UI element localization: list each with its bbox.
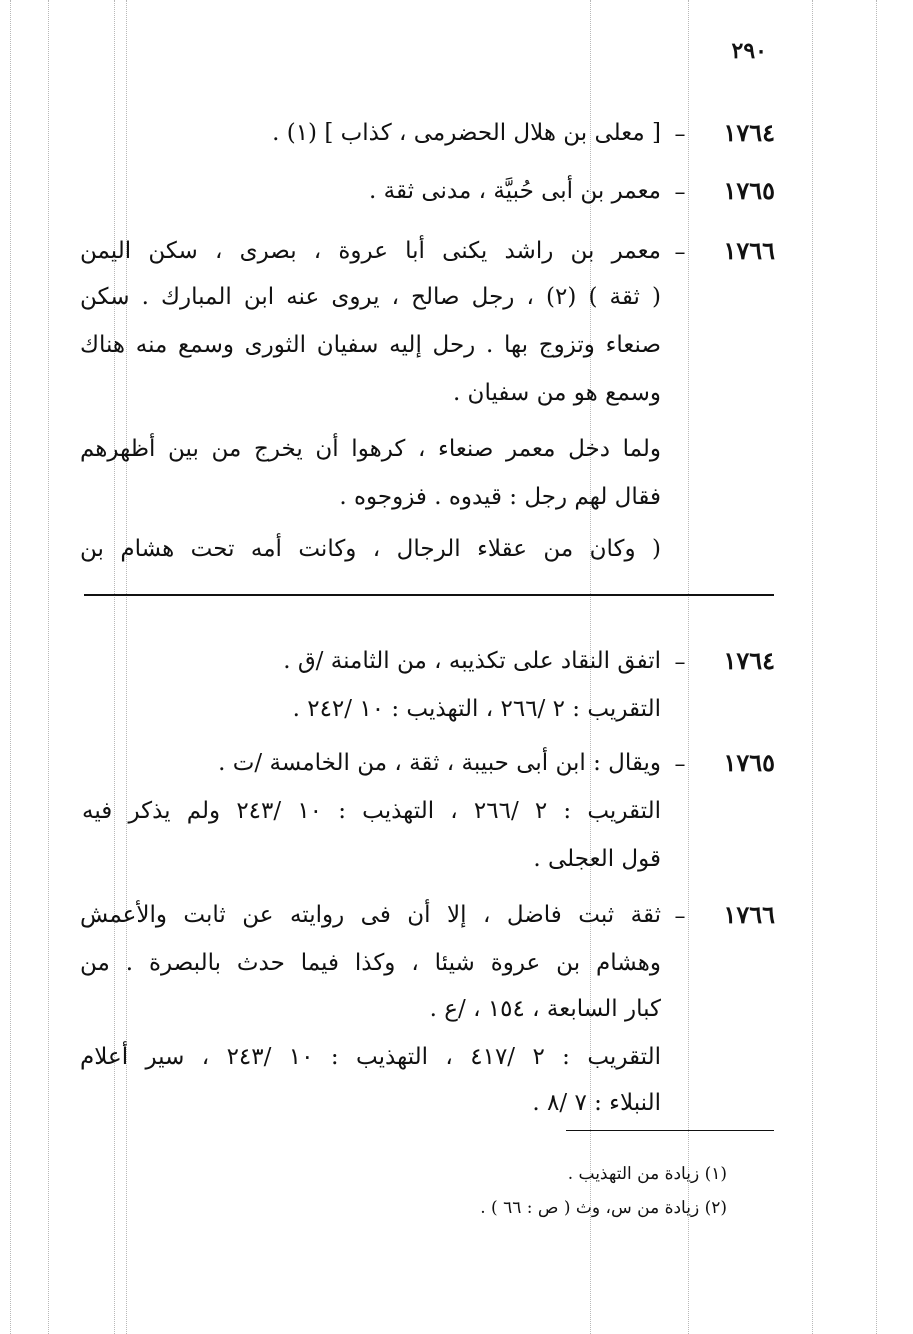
footnote: (٢) زيادة من س، وث ( ص : ٦٦ ) . [480, 1198, 727, 1218]
note-text-line: التقريب : ٢ /٢٦٦ ، التهذيب : ١٠ /٢٤٣ ولم يذكر فيه [82, 798, 661, 824]
entry-number: ١٧٦٥ [723, 748, 775, 777]
note-text-line: وهشام بن عروة شيئا ، وكذا فيما حدث بالبصرة . من [80, 950, 661, 976]
entry-dash: – [674, 240, 686, 265]
note-text-line: ويقال : ابن أبى حبيبة ، ثقة ، من الخامسة /ت . [218, 750, 661, 776]
main-entry-number [667, 236, 775, 265]
main-text-line: وسمع هو من سفيان . [452, 380, 661, 406]
main-text-line: ( ثقة ) (٢) ، رجل صالح ، يروى عنه ابن المبارك . سكن [80, 284, 661, 310]
scan-dotted-line [10, 0, 11, 1334]
main-text-line: [ معلى بن هلال الحضرمى ، كذاب ] (١) . [272, 120, 661, 146]
footnote: (١) زيادة من التهذيب . [567, 1164, 727, 1184]
footnote-divider [566, 1130, 774, 1131]
main-text-line: فقال لهم رجل : قيدوه . فزوجوه . [339, 484, 661, 510]
main-text-line: معمر بن راشد يكنى أبا عروة ، بصرى ، سكن اليمن [80, 238, 661, 264]
main-entry-number [667, 176, 775, 205]
section-divider [84, 594, 774, 596]
scan-dotted-line [126, 0, 127, 1334]
note-text-line: قول العجلى . [533, 846, 661, 872]
note-text-line: التقريب : ٢ /٤١٧ ، التهذيب : ١٠ /٢٤٣ ، سير أعلام [80, 1044, 661, 1070]
main-text-line: ( وكان من عقلاء الرجال ، وكانت أمه تحت هشام بن [80, 536, 661, 562]
entry-dash: – [674, 122, 686, 147]
note-entry-number [667, 646, 775, 675]
entry-number: ١٧٦٥ [723, 176, 775, 205]
entry-dash: – [674, 650, 686, 675]
entry-number: ١٧٦٤ [723, 118, 775, 147]
entry-dash: – [674, 752, 686, 777]
note-text-line: ثقة ثبت فاضل ، إلا أن فى روايته عن ثابت والأعمش [80, 902, 661, 928]
main-text-line: ولما دخل معمر صنعاء ، كرهوا أن يخرج من بين أظهرهم [80, 436, 661, 462]
entry-dash: – [674, 904, 686, 929]
note-entry-number [667, 900, 775, 929]
scan-dotted-line [812, 0, 813, 1334]
scan-dotted-line [876, 0, 877, 1334]
note-text-line: اتفق النقاد على تكذيبه ، من الثامنة /ق . [283, 648, 661, 674]
scan-dotted-line [114, 0, 115, 1334]
scan-dotted-line [48, 0, 49, 1334]
note-text-line: كبار السابعة ، ١٥٤ ، /ع . [429, 996, 661, 1022]
main-text-line: صنعاء وتزوج بها . رحل إليه سفيان الثورى وسمع منه هناك [80, 332, 661, 358]
main-entry-number [667, 118, 775, 147]
note-entry-number [667, 748, 775, 777]
entry-dash: – [674, 180, 686, 205]
note-text-line: النبلاء : ٧ /٨ . [532, 1090, 661, 1116]
entry-number: ١٧٦٦ [723, 236, 775, 265]
entry-number: ١٧٦٤ [723, 646, 775, 675]
main-text-line: معمر بن أبى حُبيَّة ، مدنى ثقة . [369, 178, 661, 204]
note-text-line: التقريب : ٢ /٢٦٦ ، التهذيب : ١٠ /٢٤٢ . [292, 696, 661, 722]
page-number: ٢٩٠ [731, 38, 767, 64]
entry-number: ١٧٦٦ [723, 900, 775, 929]
